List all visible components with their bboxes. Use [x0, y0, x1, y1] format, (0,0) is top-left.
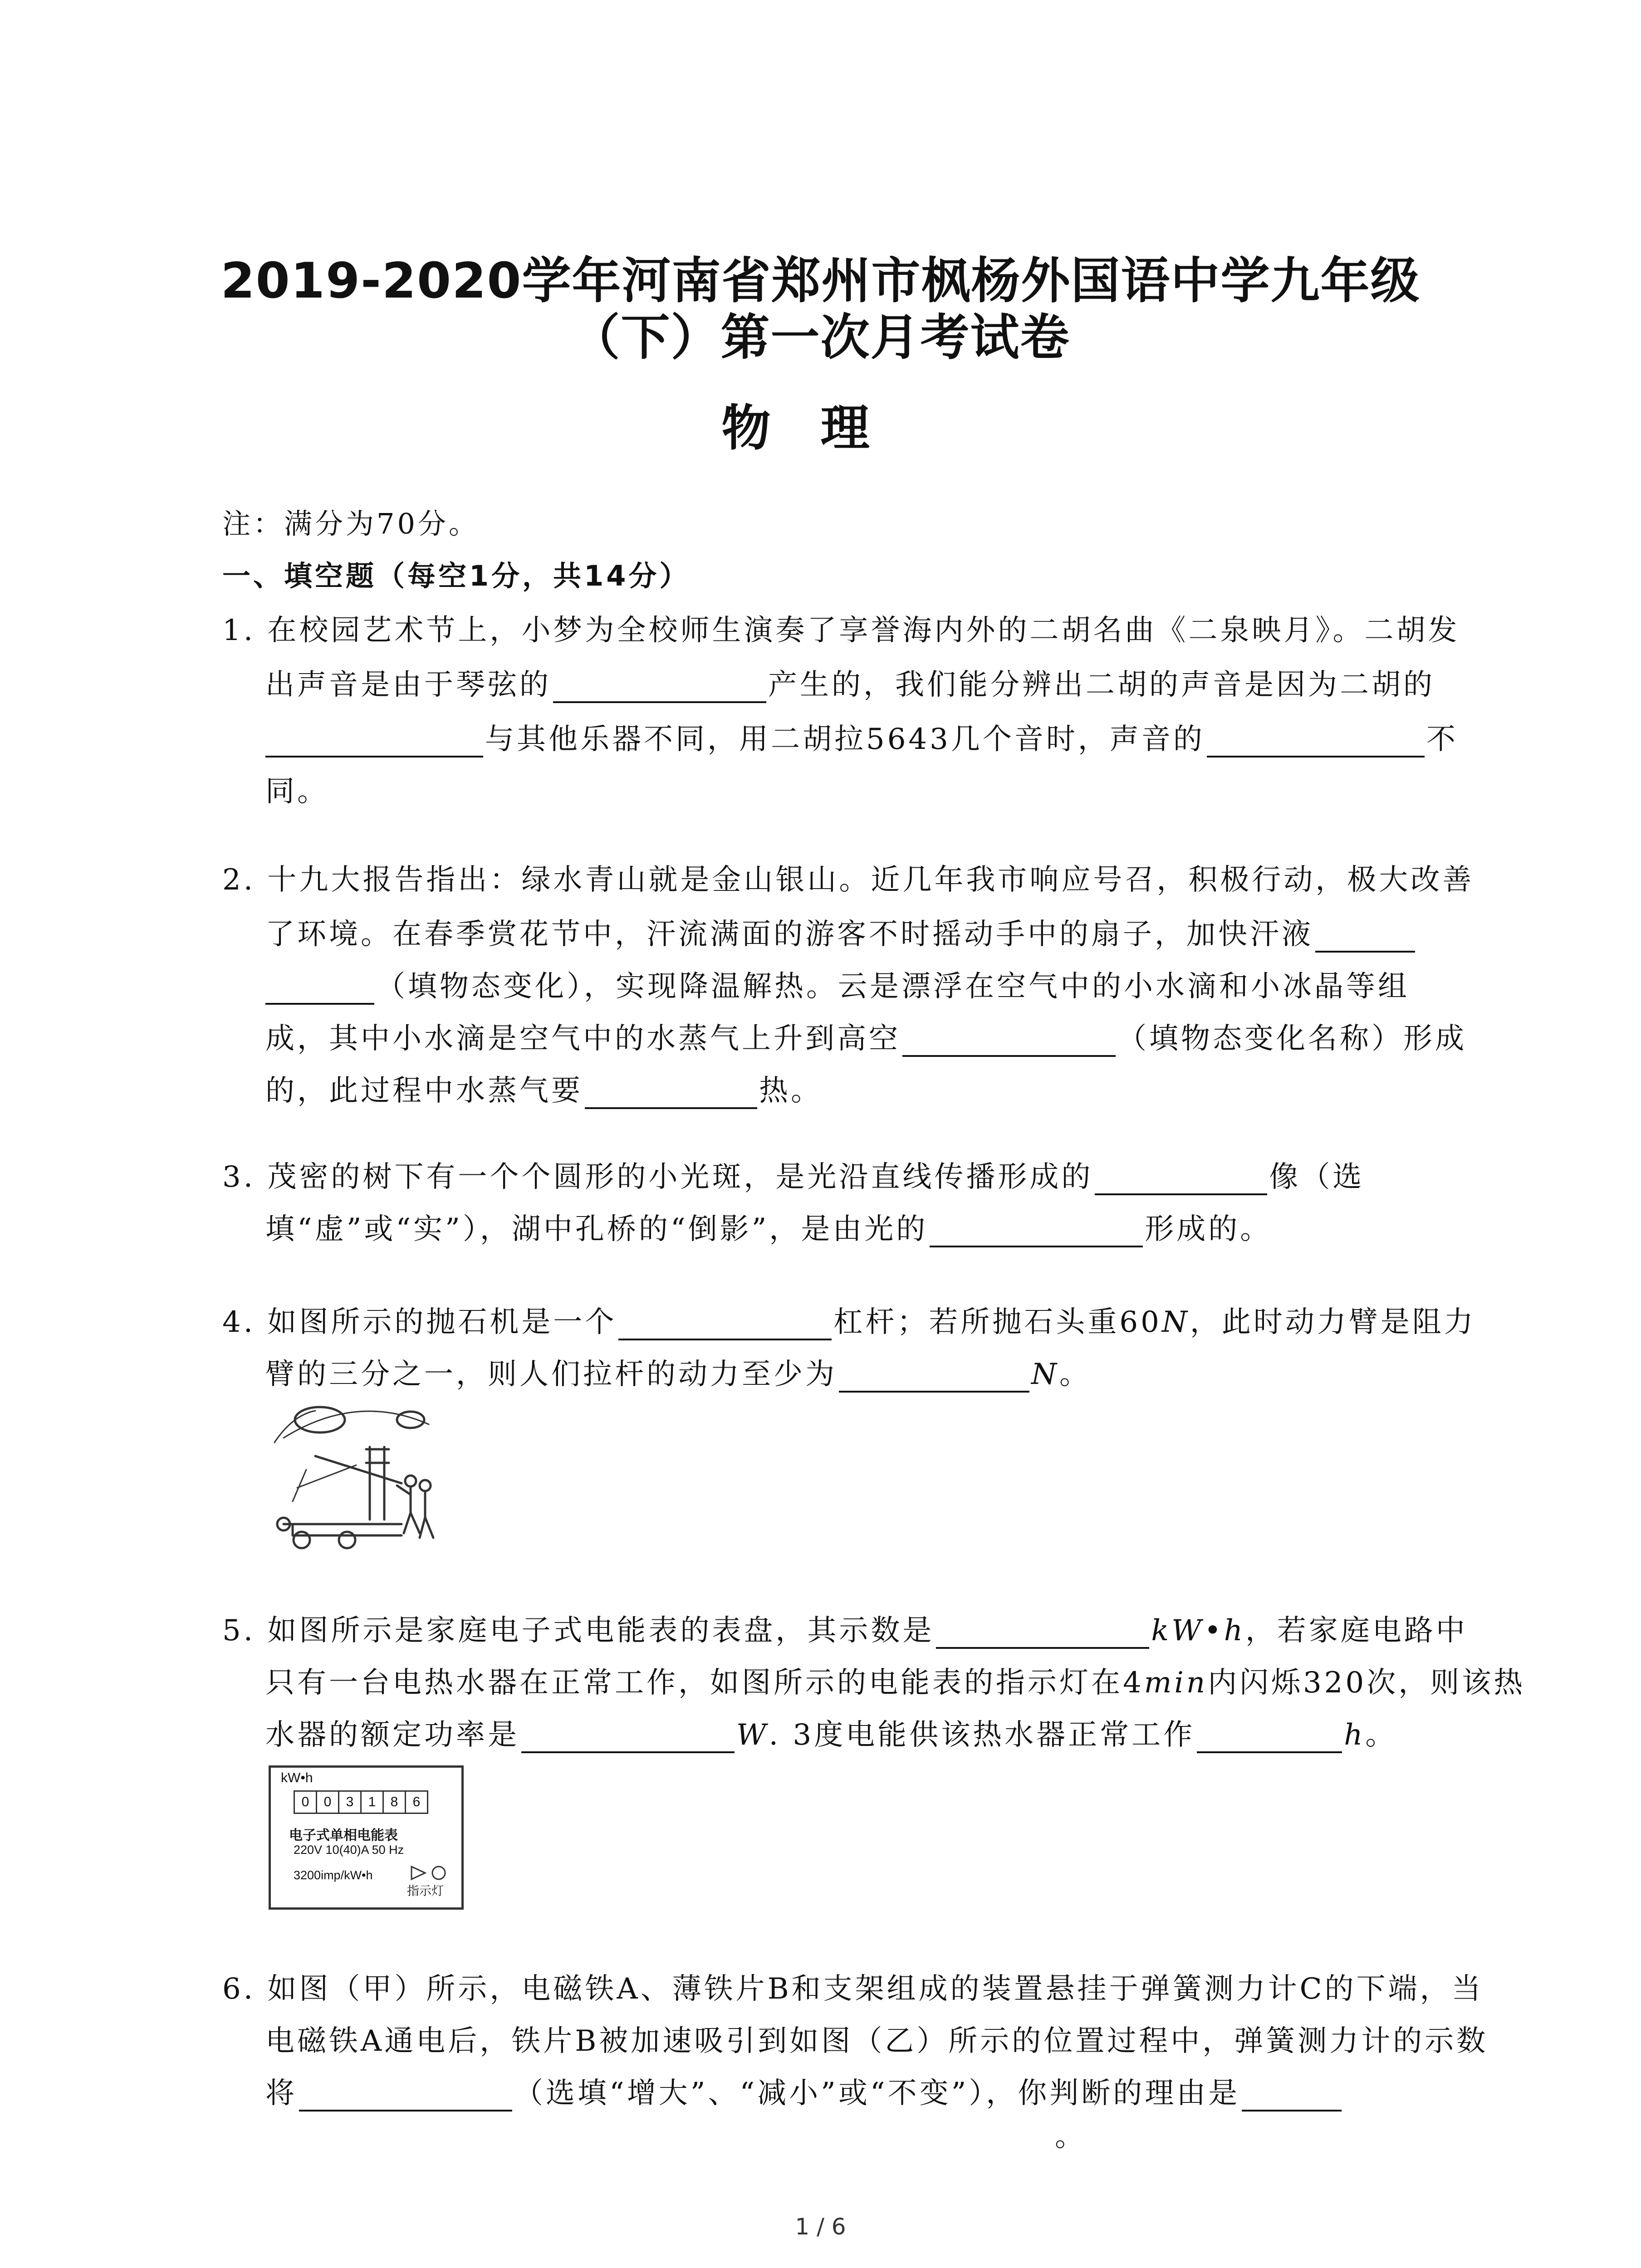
q2-answer-blank-1b[interactable]	[265, 973, 374, 1005]
indicator-light-icon	[407, 1864, 457, 1882]
exam-title-line2: （下）第一次月考试卷	[571, 309, 1070, 366]
q5-unit-hour: h	[1344, 1718, 1366, 1752]
q5-text: 5. 如图所示是家庭电子式电能表的表盘，其示数是	[222, 1614, 935, 1647]
q6-line2: 电磁铁A通电后，铁片B被加速吸引到如图（乙）所示的位置过程中，弹簧测力计的示数	[265, 2024, 1489, 2058]
page-number: 1 / 6	[795, 2214, 846, 2240]
q5-answer-blank-1[interactable]	[936, 1617, 1149, 1649]
meter-digit: 1	[362, 1792, 384, 1813]
meter-imp-constant: 3200imp/kW•h	[294, 1868, 373, 1882]
q4-text: 4. 如图所示的抛石机是一个	[222, 1305, 617, 1339]
q4-line1	[222, 1304, 1476, 1340]
q2-text: （填物态变化），实现降温解热。云是漂浮在空气中的小水滴和小冰晶等组	[376, 970, 1410, 1003]
q2-line1: 2. 十九大报告指出：绿水青山就是金山银山。近几年我市响应号召，积极行动，极大改善	[222, 863, 1474, 897]
q1-text: 出声音是由于琴弦的	[265, 668, 551, 702]
q5-unit-watt: W	[736, 1718, 769, 1752]
q2-answer-blank-3[interactable]	[585, 1077, 757, 1109]
q2-line2	[265, 916, 1417, 953]
q3-answer-blank-2[interactable]	[930, 1216, 1143, 1247]
q5-text: ，若家庭电路中	[1245, 1614, 1468, 1647]
meter-spec: 220V 10(40)A 50 Hz	[294, 1843, 404, 1857]
q3-text: 形成的。	[1145, 1212, 1272, 1246]
q2-line5	[265, 1073, 823, 1109]
q3-line2	[265, 1211, 1272, 1247]
q5-text: 内闪烁320次，则该热	[1208, 1666, 1526, 1700]
q4-text: 臂的三分之一，则人们拉杆的动力至少为	[265, 1358, 837, 1391]
q6-text: （选填“增大”、“减小”或“不变”），你判断的理由是	[514, 2077, 1240, 2110]
q6-line3	[265, 2075, 1343, 2112]
q3-text: 填“虚”或“实”），湖中孔桥的“倒影”，是由光的	[265, 1212, 928, 1246]
q6-line4: 。	[1055, 2120, 1087, 2153]
q2-text: 了环境。在春季赏花节中，汗流满面的游客不时摇动手中的扇子，加快汗液	[265, 918, 1313, 951]
q2-answer-blank-1a[interactable]	[1315, 921, 1415, 953]
q4-line2	[265, 1356, 1091, 1393]
q1-line4: 同。	[265, 775, 329, 808]
meter-digit: 0	[295, 1792, 317, 1813]
meter-reading	[294, 1790, 428, 1814]
q1-answer-blank-3[interactable]	[1207, 726, 1425, 758]
q5-text: . 3度电能供该热水器正常工作	[769, 1718, 1195, 1752]
section-heading-fill-in: 一、填空题（每空1分，共14分）	[222, 559, 691, 592]
q2-answer-blank-2[interactable]	[902, 1025, 1116, 1057]
meter-name: 电子式单相电能表	[289, 1828, 398, 1843]
q4-unit-newton: N	[1031, 1358, 1059, 1391]
q5-unit-min: min	[1144, 1666, 1208, 1700]
q3-answer-blank-1[interactable]	[1095, 1163, 1267, 1195]
q3-text: 3. 茂密的树下有一个个圆形的小光斑，是光沿直线传播形成的	[222, 1160, 1093, 1194]
q5-unit-kwh: kW•h	[1151, 1614, 1245, 1647]
q3-line1	[222, 1159, 1364, 1195]
q4-answer-blank-2[interactable]	[839, 1361, 1029, 1393]
q5-answer-blank-3[interactable]	[1197, 1721, 1342, 1753]
q4-text: ，此时动力臂是阻力	[1190, 1305, 1476, 1339]
indicator-light-label: 指示灯	[407, 1884, 444, 1898]
q6-answer-blank-2[interactable]	[1242, 2080, 1342, 2112]
q1-line3	[265, 721, 1458, 758]
meter-digit: 3	[339, 1792, 362, 1813]
q1-text: 不	[1426, 723, 1458, 756]
q6-answer-blank-1[interactable]	[299, 2080, 512, 2112]
score-note: 注：满分为70分。	[222, 507, 480, 540]
electricity-meter-figure	[269, 1765, 464, 1910]
q3-text: 像（选	[1269, 1160, 1365, 1194]
exam-title-line1: 2019-2020学年河南省郑州市枫杨外国语中学九年级	[220, 253, 1421, 309]
q1-text: 与其他乐器不同，用二胡拉5643几个音时，声音的	[485, 723, 1205, 756]
q4-answer-blank-1[interactable]	[618, 1309, 832, 1340]
meter-digit: 8	[384, 1792, 406, 1813]
q6-line1: 6. 如图（甲）所示，电磁铁A、薄铁片B和支架组成的装置悬挂于弹簧测力计C的下端，当	[222, 1972, 1484, 2006]
q1-answer-blank-2[interactable]	[265, 726, 483, 758]
q2-line3	[265, 968, 1410, 1005]
q4-text: 杠杆；若所抛石头重60	[833, 1305, 1162, 1339]
q2-text: 成，其中小水滴是空气中的水蒸气上升到高空	[265, 1022, 901, 1056]
q2-text: 的，此过程中水蒸气要	[265, 1074, 583, 1108]
meter-digit: 6	[412, 1794, 421, 1809]
q2-text: （填物态变化名称）形成	[1117, 1022, 1467, 1056]
q5-text: 。	[1365, 1718, 1397, 1752]
q4-unit-newton: N	[1161, 1305, 1190, 1339]
q2-text: 热。	[759, 1074, 823, 1108]
q5-text: 水器的额定功率是	[265, 1718, 519, 1752]
q1-line2	[265, 667, 1435, 703]
q1-line1: 1. 在校园艺术节上，小梦为全校师生演奏了享誉海内外的二胡名曲《二泉映月》。二胡发	[222, 614, 1460, 647]
meter-digit: 0	[317, 1792, 339, 1813]
subject-title: 物理	[721, 400, 920, 457]
q1-answer-blank-1[interactable]	[553, 671, 766, 703]
catapult-figure	[265, 1388, 456, 1551]
q6-text: 将	[265, 2077, 297, 2110]
q5-line3	[265, 1717, 1397, 1753]
q5-answer-blank-2[interactable]	[521, 1721, 735, 1753]
q5-line2	[265, 1665, 1525, 1701]
q1-text: 产生的，我们能分辨出二胡的声音是因为二胡的	[768, 668, 1435, 702]
q4-text: 。	[1059, 1358, 1091, 1391]
q2-line4	[265, 1021, 1467, 1057]
meter-unit-label: kW•h	[281, 1770, 313, 1785]
q5-text: 只有一台电热水器在正常工作，如图所示的电能表的指示灯在4	[265, 1666, 1144, 1700]
q5-line1	[222, 1613, 1468, 1649]
